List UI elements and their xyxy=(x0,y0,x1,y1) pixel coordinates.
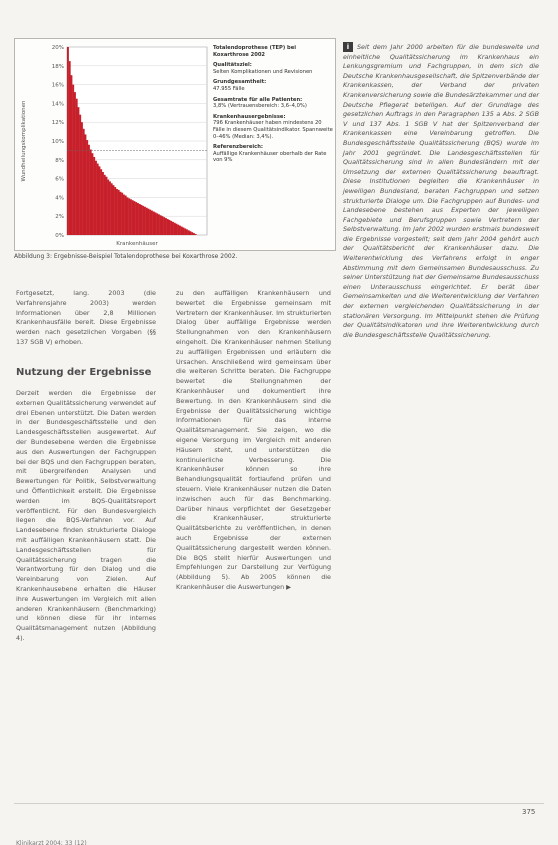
bar xyxy=(167,219,169,235)
bar xyxy=(146,208,148,235)
bar xyxy=(86,140,88,235)
bar xyxy=(127,197,129,235)
y-tick-label: 20% xyxy=(51,45,64,51)
bar xyxy=(121,193,123,235)
reference-range-text: Auffällige Krankenhäuser oberhalb der Rate von 9% xyxy=(213,150,327,164)
bar xyxy=(186,229,188,235)
bar xyxy=(92,153,94,235)
bar xyxy=(169,220,171,235)
bar xyxy=(165,218,167,235)
y-tick-label: 12% xyxy=(51,120,64,127)
bar xyxy=(183,227,185,235)
bar xyxy=(156,213,158,235)
y-tick-label: 14% xyxy=(51,101,64,108)
figure-caption: Abbildung 3: Ergebnisse-Beispiel Totalendoprothese bei Koxarthrose 2002. xyxy=(14,253,238,260)
bar xyxy=(162,216,164,235)
bar xyxy=(106,177,108,235)
bar xyxy=(81,122,83,235)
bar xyxy=(113,185,115,235)
bar xyxy=(153,212,155,236)
bar xyxy=(97,164,99,235)
bar xyxy=(104,175,106,235)
bar xyxy=(114,187,116,235)
bar xyxy=(137,203,139,235)
bar xyxy=(191,232,193,235)
bar xyxy=(69,61,71,235)
bar xyxy=(141,205,143,235)
bar xyxy=(160,215,162,235)
bar xyxy=(85,134,87,235)
bar xyxy=(155,212,157,235)
sidebar-paragraph: Seit dem Jahr 2000 arbeiten für die bundesweite und einheitliche Qualitätssicherung im Krankenhaus ein Lenkungsgremium und Fachgruppen, in dem sich die Deutsche Krankenhausgesellschaft, die Spitzenverbände der Krankenkassen, der Verband der privaten Krankenversicherung sowie die Bundesärztekammer und der Deutsche Pflegerat beteiligen. Auf der Grundlage des gesetzlichen Auftrags in den Paragraphen 135 a Abs. 2 SGB V und 137 Abs. 1 SGB V hat der Spitzenverband der Krankenkassen eine Vereinbarung getroffen. Die Bundesgeschäftsstelle Qualitätssicherung (BQS) wurde im Jahr 2001 gegründet. Die Landesgeschäftsstellen für Qualitätssicherung sind in allen Bundesländern mit der Umsetzung der externen Qualitätssicherung beauftragt. Diese Institutionen begleiten die Krankenhäuser in jeweiligen Bundesland, beraten Fachgruppen und setzen strukturierte Dialoge um. Die Fachgruppen auf Bundes- und Landesebene bestehen aus Experten der jeweiligen Fachgebiete und Berufsgruppen sowie Vertretern der Selbstverwaltung. Im Jahr 2002 wurden erstmals bundesweit die Ergebnisse vorgestellt; seit dem Jahr 2004 gehört auch der Qualitätsbericht der Krankenhäuser dazu. Die Weiterentwicklung des Verfahrens erfolgt in enger Abstimmung mit dem Gemeinsamen Bundesausschuss. Zu seiner Unterstützung hat der Gemeinsame Bundesausschuss einen Unterausschuss eingerichtet. Er berät über Gemeinsamkeiten und die Weiterentwicklung der Verfahren der externen vergleichenden Qualitätssicherung in der stationären Versorgung. Im Mittelpunkt stehen die Prüfung der Qualitätsindikatoren und ihre Weiterentwicklung durch die Bundesgeschäftsstelle Qualitätssicherung. xyxy=(343,43,539,339)
bar xyxy=(174,223,176,235)
bar xyxy=(188,230,190,235)
y-tick-label: 6% xyxy=(55,176,64,183)
quality-goal-text: Selten Komplikationen und Revisionen xyxy=(213,68,313,75)
page-number: 375 xyxy=(522,808,536,816)
bar xyxy=(149,210,151,235)
bar xyxy=(142,206,144,235)
bar xyxy=(163,217,165,235)
info-icon: i xyxy=(343,42,353,52)
bar xyxy=(109,181,111,235)
bar xyxy=(107,180,109,235)
body-column-middle xyxy=(176,289,331,593)
bar xyxy=(184,228,186,235)
bar xyxy=(120,192,122,235)
y-tick-label: 16% xyxy=(51,82,64,89)
bar xyxy=(134,201,136,235)
bar xyxy=(144,207,146,235)
bar-chart xyxy=(15,39,213,252)
bar xyxy=(102,172,104,235)
bar xyxy=(172,222,174,235)
middle-paragraph: zu den auffälligen Krankenhäusern und bewertet die Ergebnisse gemeinsam mit Vertretern der Krankenhäuser. Im strukturierten Dialog über auffällige Ergebnisse werden Stellungnahmen von den Krankenhäusern eingeholt. Die Krankenhäuser nehmen Stellung zu auffälligen Ergebnissen und erläutern die Ursachen. Anschließend wird gemeinsam über die weiteren Schritte beraten. Die Fachgruppe bewertet die Stellungnahmen der Krankenhäuser und dokumentiert ihre Bewertung. In den Krankenhäusern sind die Ergebnisse der Qualitätssicherung wichtige Informationen für das interne Qualitätsmanagement. Sie zeigen, wo die eigene Versorgung im Vergleich mit anderen Häusern steht, und unterstützen die kontinuierliche Verbesserung. Die Krankenhäuser können so ihre Behandlungsqualität fortlaufend prüfen und steuern. Viele Krankenhäuser nutzen die Daten inzwischen auch für das Benchmarking. Darüber hinaus verpflichtet der Gesetzgeber die Krankenhäuser, strukturierte Qualitätsberichte zu veröffentlichen, in denen auch Ergebnisse der externen Qualitätssicherung dargestellt werden können. Die BQS stellt hierfür Auswertungen und Empfehlungen zur Darstellung zur Verfügung (Abbildung 5). Ab 2005 können die Krankenhäuser die Auswertungen ▶ xyxy=(176,289,331,591)
bar xyxy=(130,199,132,235)
bar xyxy=(99,166,101,235)
y-tick-label: 4% xyxy=(55,195,64,202)
bar xyxy=(179,226,181,235)
section-heading: Nutzung der Ergebnisse xyxy=(16,367,152,378)
bar xyxy=(135,202,137,235)
bar xyxy=(177,225,179,235)
info-sidebar xyxy=(343,42,543,822)
y-tick-label: 2% xyxy=(55,214,64,221)
bar xyxy=(116,189,118,235)
bar xyxy=(139,204,141,235)
bar xyxy=(93,157,95,235)
bar xyxy=(79,115,81,235)
bar xyxy=(190,231,192,235)
bar xyxy=(181,227,183,235)
y-tick-label: 18% xyxy=(51,63,64,70)
reference-range-label: Referenzbereich: xyxy=(213,144,264,151)
bar xyxy=(71,75,73,235)
bar xyxy=(193,233,195,235)
y-tick-label: 0% xyxy=(55,233,64,239)
bar xyxy=(95,161,97,235)
bar xyxy=(195,234,197,235)
bar xyxy=(148,209,150,235)
bar xyxy=(88,145,90,235)
bar xyxy=(111,183,113,235)
y-tick-label: 10% xyxy=(51,139,64,145)
bar xyxy=(74,92,76,235)
bar xyxy=(170,221,172,235)
hospital-results-text: 796 Krankenhäuser haben mindestens 20 Fälle in diesem Qualitätsindikator. Spannweite 0–46% (Median: 3,4%). xyxy=(213,120,333,140)
intro-paragraph: Fortgesetzt, lang. 2003 (die Verfahrensjahre 2003) werden Informationen über 2,8 Millionen Krankenhausfälle bereit. Diese Ergebnisse werden nach gesetzlichen Vorgaben (§§ 137 SGB V) erhoben. xyxy=(16,289,156,346)
bar xyxy=(151,211,153,235)
bar xyxy=(83,129,85,235)
footer-citation: Klinikarzt 2004; 33 (12) xyxy=(16,840,87,845)
main-paragraph: Derzeit werden die Ergebnisse der externen Qualitätssicherung verwendet auf drei Ebenen unterstützt. Die Daten werden in der Bundesgeschäftsstelle und den Landesgeschäftsstellen ausgewertet. Auf der Bundesebene werden die Ergebnisse aus den Auswertungen der Fachgruppen bei der BQS und den Fachgruppen beraten, mit übergreifenden Analysen und Bewertungen für Politik, Selbstverwaltung und Öffentlichkeit erstellt. Die Ergebnisse werden im BQS-Qualitätsreport veröffentlicht. Für den Bundesvergleich liegen die BQS-Verfahren vor. Auf Landesebene finden strukturierte Dialoge mit auffälligen Krankenhäusern statt. Die Landesgeschäftsstellen für Qualitätssicherung tragen die Verantwortung für den Dialog und die Vereinbarung von Zielen. Auf Krankenhausebene erhalten die Häuser ihre Auswertungen im Vergleich mit allen anderen Krankenhäusern (Benchmarking) und können diese für ihr internes Qualitätsmanagement nutzen (Abbildung 4). xyxy=(16,389,156,642)
bar xyxy=(128,198,130,235)
population-label: Grundgesamtheit: xyxy=(213,79,267,86)
hospital-results-label: Krankenhausergebnisse: xyxy=(213,113,286,120)
figure-legend xyxy=(213,45,333,245)
bar xyxy=(76,99,78,235)
bar xyxy=(158,214,160,235)
bar xyxy=(67,47,69,235)
bar xyxy=(176,224,178,235)
bar xyxy=(123,195,125,235)
y-axis-label: Wundheilungskomplikationen xyxy=(21,100,27,182)
legend-title: Totalendoprothese (TEP) bei Koxarthrose 2002 xyxy=(213,45,297,58)
quality-goal-label: Qualitätsziel: xyxy=(213,62,252,69)
sidebar-text-block xyxy=(343,42,539,340)
bar xyxy=(78,107,80,235)
figure-box xyxy=(14,38,336,251)
bar xyxy=(90,149,92,235)
bar xyxy=(100,169,102,235)
x-axis-label: Krankenhäuser xyxy=(116,241,158,247)
population-text: 47.955 Fälle xyxy=(213,85,245,92)
body-column-left xyxy=(16,389,156,644)
bar xyxy=(72,85,74,235)
total-rate-label: Gesamtrate für alle Patienten: xyxy=(213,96,303,103)
bar xyxy=(125,196,127,235)
y-tick-label: 8% xyxy=(55,157,64,164)
total-rate-text: 3,8% (Vertrauensbereich: 3,6–4,0%) xyxy=(213,103,307,110)
footer-divider xyxy=(14,803,544,804)
body-column-left-intro xyxy=(16,289,156,348)
bar xyxy=(132,200,134,235)
bar xyxy=(118,190,120,235)
